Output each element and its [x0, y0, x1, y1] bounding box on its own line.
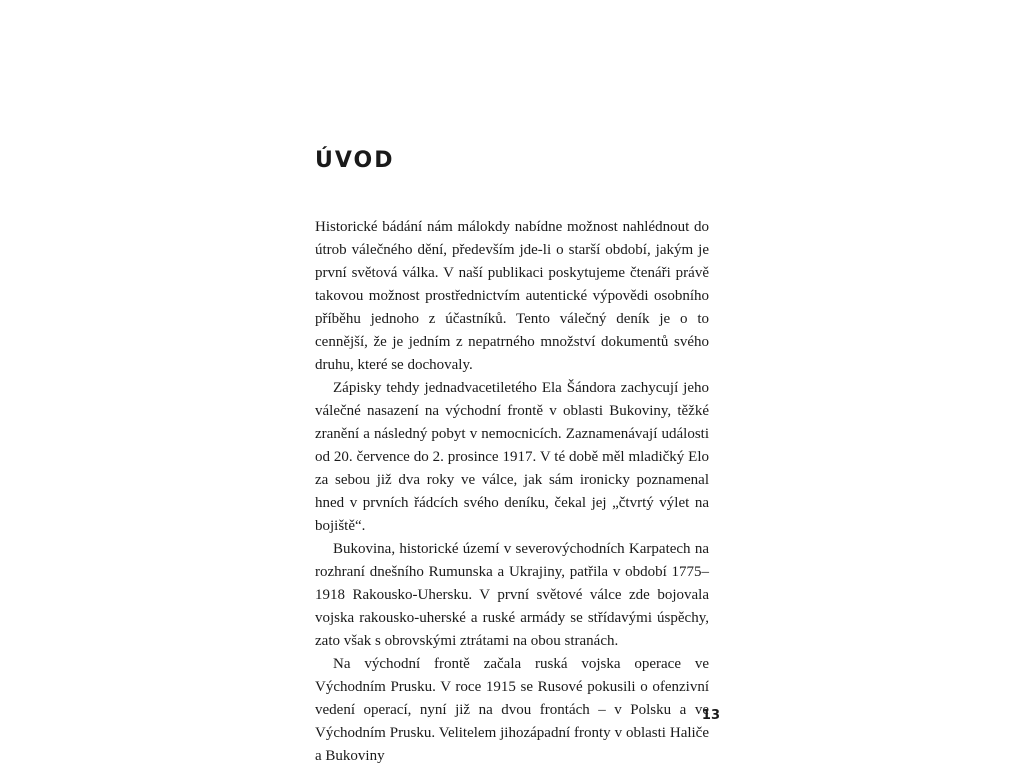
page-number: 13 — [701, 708, 720, 723]
paragraph: Zápisky tehdy jednadvacetiletého Ela Šándora zachycují jeho válečné nasazení na východní frontě v oblasti Bukoviny, těžké zranění a následný pobyt v nemocnicích. Zaznamenávají události od 20. července do 2. prosince 1917. V té době měl mladičký Elo za sebou již dva roky ve válce, jak sám ironicky poznamenal hned v prvních řádcích svého deníku, čekal jej „čtvrtý výlet na bojiště“. — [315, 380, 709, 534]
paragraph: Na východní frontě začala ruská vojska operace ve Východním Prusku. V roce 1915 se Rusové pokusili o ofenzivní vedení operací, nyní již na dvou frontách – v Polsku a ve Východním Prusku. Velitelem jihozápadní fronty v oblasti Haliče a Bukoviny — [315, 656, 709, 764]
paragraph: Bukovina, historické území v severovýchodních Karpatech na rozhraní dnešního Rumunska a Ukrajiny, patřila v období 1775–1918 Rakousko-Uhersku. V první světové válce zde bojovala vojska rakousko-uherské a ruské armády se střídavými úspěchy, zato však s obrovskými ztrátami na obou stranách. — [315, 541, 709, 649]
body-text — [315, 216, 709, 768]
paragraph: Historické bádání nám málokdy nabídne možnost nahlédnout do útrob válečného dění, především jde-li o starší období, jakým je první světová válka. V naší publikaci poskytujeme čtenáři právě takovou možnost prostřednictvím autentické výpovědi osobního příběhu jednoho z účastníků. Tento válečný deník je o to cennější, že je jedním z nepatrného množství dokumentů svého druhu, které se dochovaly. — [315, 219, 709, 373]
chapter-title: ÚVOD — [315, 148, 395, 173]
